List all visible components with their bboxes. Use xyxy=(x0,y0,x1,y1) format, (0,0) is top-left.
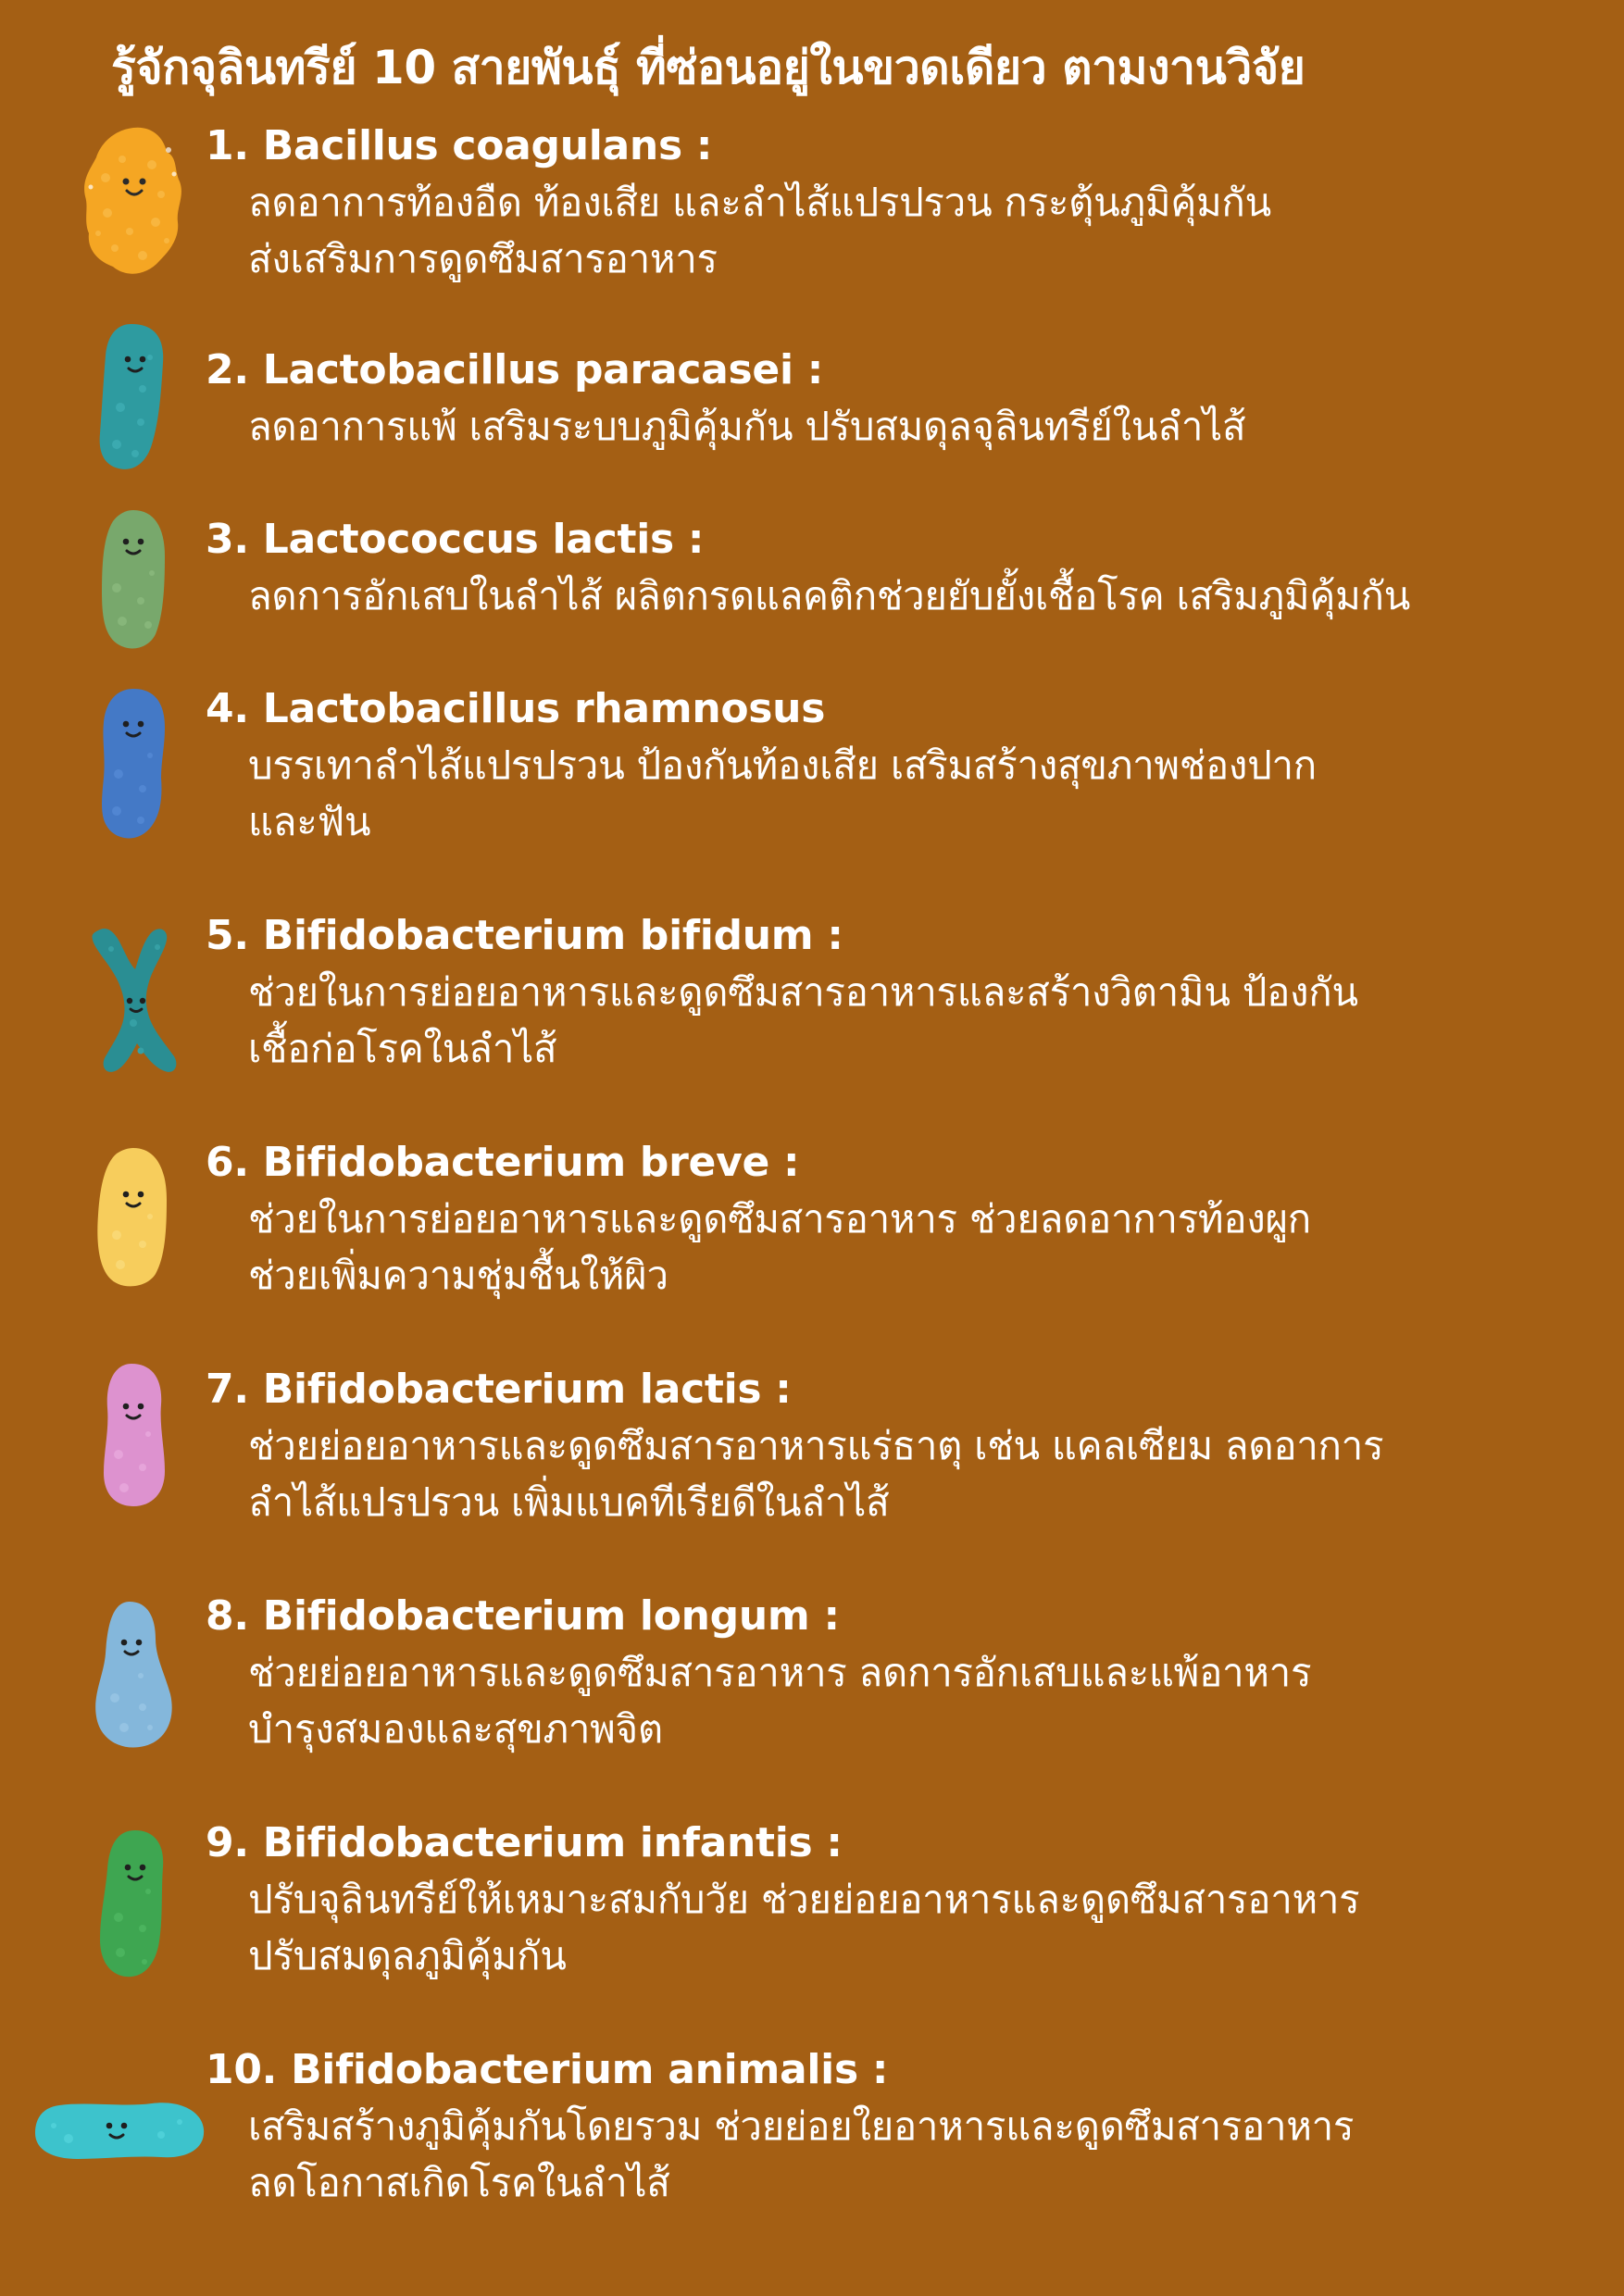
item-description-line: บำรุงสมองและสุขภาพจิต xyxy=(248,1706,663,1752)
yellow-oval-bacterium-icon xyxy=(93,1142,172,1294)
item-description-line: และฟัน xyxy=(248,799,371,844)
item-description-line: ปรับจุลินทรีย์ให้เหมาะสมกับวัย ช่วยย่อยอาหารและดูดซึมสารอาหาร xyxy=(248,1877,1360,1922)
item-description-line: เสริมสร้างภูมิคุ้มกันโดยรวม ช่วยย่อยใยอาหารและดูดซึมสารอาหาร xyxy=(248,2103,1355,2149)
item-title: 6. Bifidobacterium breve : xyxy=(206,1139,800,1186)
item-title: 3. Lactococcus lactis : xyxy=(206,516,705,563)
item-title: 8. Bifidobacterium longum : xyxy=(206,1592,840,1640)
item-title: 5. Bifidobacterium bifidum : xyxy=(206,912,843,959)
cyan-horizontal-bacterium-icon xyxy=(31,2098,207,2165)
item-title: 2. Lactobacillus paracasei : xyxy=(206,346,824,393)
item-description-line: ลำไส้แปรปรวน เพิ่มแบคทีเรียดีในลำไส้ xyxy=(248,1479,890,1525)
teal-rod-bacterium-icon xyxy=(94,318,169,476)
item-description-line: บรรเทาลำไส้แปรปรวน ป้องกันท้องเสีย เสริมสร้างสุขภาพช่องปาก xyxy=(248,742,1317,788)
item-description-line: ช่วยเพิ่มความชุ่มชื้นให้ผิว xyxy=(248,1253,668,1298)
item-description-line: ลดการอักเสบในลำไส้ ผลิตกรดแลคติกช่วยยับยั้งเชื้อโรค เสริมภูมิคุ้มกัน xyxy=(248,573,1410,618)
item-description-line: ลดอาการท้องอืด ท้องเสีย และลำไส้แปรปรวน กระตุ้นภูมิคุ้มกัน xyxy=(248,180,1271,225)
pink-oval-bacterium-icon xyxy=(96,1358,170,1512)
item-title: 4. Lactobacillus rhamnosus xyxy=(206,685,826,732)
item-description-line: ลดอาการแพ้ เสริมระบบภูมิคุ้มกัน ปรับสมดุลจุลินทรีย์ในลำไส้ xyxy=(248,404,1246,449)
item-description-line: เชื้อก่อโรคในลำไส้ xyxy=(248,1026,557,1071)
item-description-line: ลดโอกาสเกิดโรคในลำไส้ xyxy=(248,2160,670,2205)
item-title: 7. Bifidobacterium lactis : xyxy=(206,1366,792,1413)
page-title: รู้จักจุลินทรีย์ 10 สายพันธุ์ ที่ซ่อนอยู่ในขวดเดียว ตามงานวิจัย xyxy=(111,41,1305,94)
teal-branched-bacterium-icon xyxy=(85,921,187,1079)
blue-rod-bacterium-icon xyxy=(96,681,170,844)
item-description-line: ช่วยในการย่อยอาหารและดูดซึมสารอาหาร ช่วยลดอาการท้องผูก xyxy=(248,1196,1311,1242)
item-description-line: ช่วยในการย่อยอาหารและดูดซึมสารอาหารและสร้างวิตามิน ป้องกัน xyxy=(248,969,1358,1015)
item-title: 1. Bacillus coagulans : xyxy=(206,122,713,169)
green-oval-bacterium-icon xyxy=(96,505,170,655)
item-description-line: ปรับสมดุลภูมิคุ้มกัน xyxy=(248,1933,567,1978)
item-title: 10. Bifidobacterium animalis : xyxy=(206,2046,889,2093)
item-description-line: ส่งเสริมการดูดซึมสารอาหาร xyxy=(248,236,718,281)
item-description-line: ช่วยย่อยอาหารและดูดซึมสารอาหารแร่ธาตุ เช่น แคลเซียม ลดอาการ xyxy=(248,1423,1384,1468)
orange-fuzzy-bacterium-icon xyxy=(78,122,189,280)
lightblue-oval-bacterium-icon xyxy=(89,1596,180,1753)
green-rod-bacterium-icon xyxy=(94,1825,169,1984)
item-description-line: ช่วยย่อยอาหารและดูดซึมสารอาหาร ลดการอักเสบและแพ้อาหาร xyxy=(248,1650,1312,1695)
item-title: 9. Bifidobacterium infantis : xyxy=(206,1819,843,1866)
